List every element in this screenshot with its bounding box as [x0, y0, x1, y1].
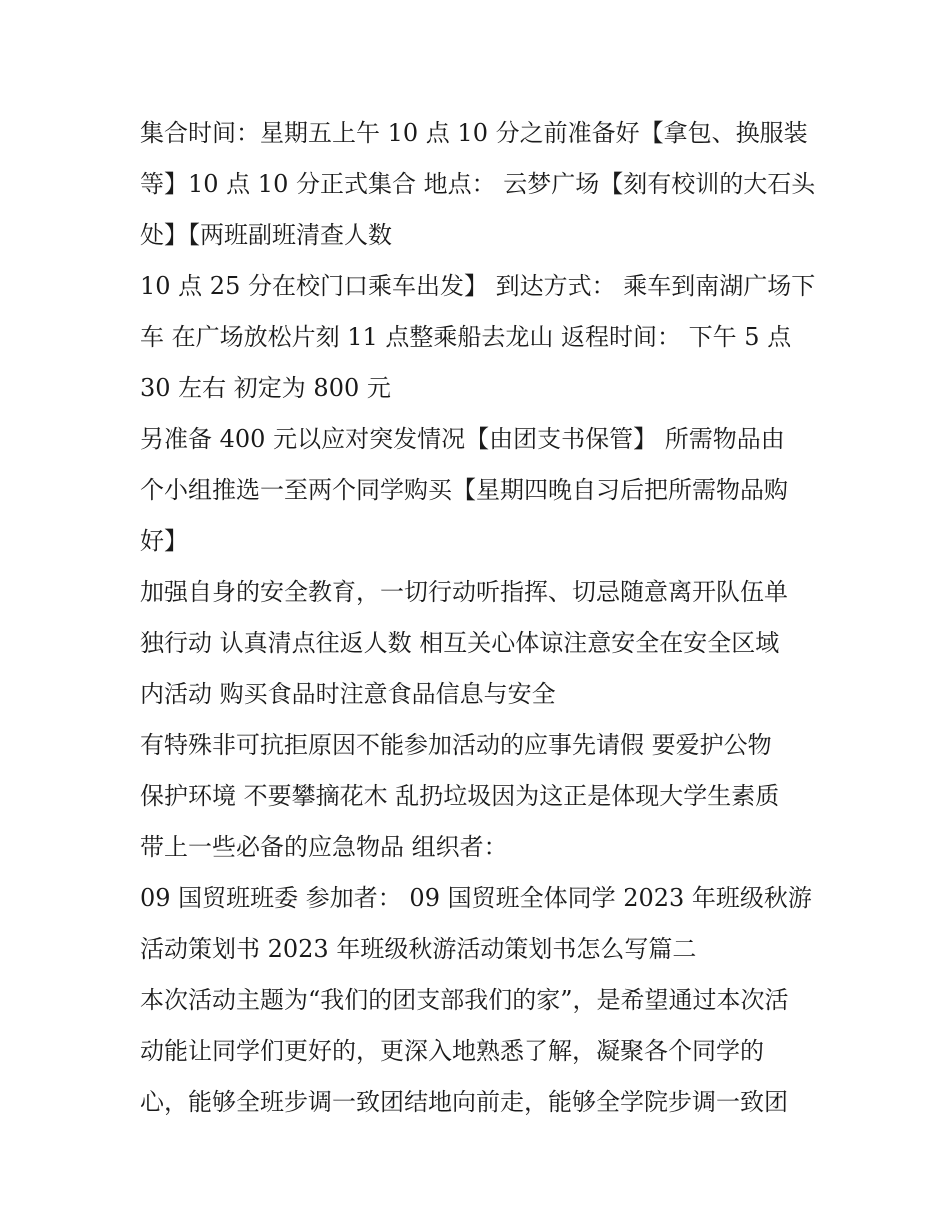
text-line-18: 本次活动主题为“我们的团支部我们的家”，是希望通过本次活 [140, 986, 789, 1014]
text-line-5: 车 在广场放松片刻 11 点整乘船去龙山 返程时间： 下午 5 点 [140, 323, 792, 351]
text-line-14: 保护环境 不要攀摘花木 乱扔垃圾因为这正是体现大学生素质 [140, 782, 780, 810]
text-line-4: 10 点 25 分在校门口乘车出发】 到达方式： 乘车到南湖广场下 [140, 272, 816, 300]
text-line-15: 带上一些必备的应急物品 组织者： [140, 833, 508, 861]
text-line-16: 09 国贸班班委 参加者： 09 国贸班全体同学 2023 年班级秋游 [140, 884, 812, 912]
text-line-6: 30 左右 初定为 800 元 [140, 374, 391, 402]
text-line-13: 有特殊非可抗拒原因不能参加活动的应事先请假 要爱护公物 [140, 731, 772, 759]
text-line-2: 等】10 点 10 分正式集合 地点： 云梦广场【刻有校训的大石头 [140, 170, 816, 198]
text-line-12: 内活动 购买食品时注意食品信息与安全 [140, 680, 556, 708]
text-line-3: 处】【两班副班清查人数 [140, 221, 392, 249]
text-line-20: 心，能够全班步调一致团结地向前走，能够全学院步调一致团 [140, 1088, 788, 1116]
text-line-10: 加强自身的安全教育，一切行动听指挥、切忌随意离开队伍单 [140, 578, 788, 606]
text-line-19: 动能让同学们更好的，更深入地熟悉了解，凝聚各个同学的 [140, 1037, 764, 1065]
text-line-1: 集合时间：星期五上午 10 点 10 分之前准备好【拿包、换服装 [140, 119, 808, 147]
text-line-11: 独行动 认真清点往返人数 相互关心体谅注意安全在安全区域 [140, 629, 780, 657]
text-line-7: 另准备 400 元以应对突发情况【由团支书保管】 所需物品由 [140, 425, 785, 453]
text-line-17: 活动策划书 2023 年班级秋游活动策划书怎么写篇二 [140, 935, 697, 963]
document-body [140, 108, 830, 1128]
text-line-9: 好】 [140, 527, 188, 555]
text-line-8: 个小组推选一至两个同学购买【星期四晚自习后把所需物品购 [140, 476, 788, 504]
